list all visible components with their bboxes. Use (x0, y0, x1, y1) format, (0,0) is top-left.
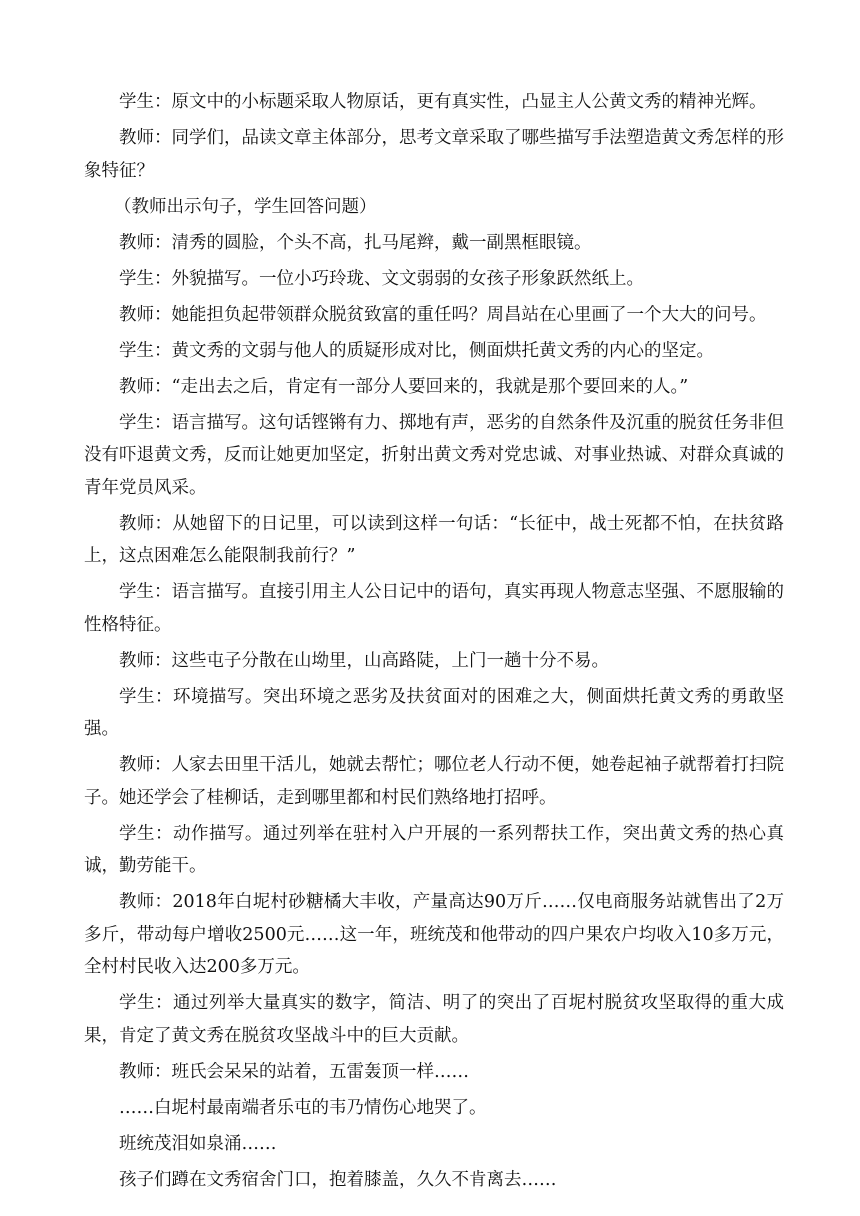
paragraph-21: 孩子们蹲在文秀宿舍门口，抱着膝盖，久久不肯离去…… (119, 1169, 557, 1190)
paragraph-8: 教师：“走出去之后，肯定有一部分人要回来的，我就是那个要回来的人。” (119, 376, 689, 397)
paragraph-10: 教师：从她留下的日记里，可以读到这样一句话：“长征中，战士死都不怕，在扶贫路上，这点困难怎么能限制我前行？” (84, 513, 784, 566)
paragraph-20: 班统茂泪如泉涌…… (119, 1133, 277, 1154)
paragraph-19: ……白坭村最南端者乐屯的韦乃情伤心地哭了。 (119, 1097, 487, 1118)
paragraph-11: 学生：语言描写。直接引用主人公日记中的语句，真实再现人物意志坚强、不愿服输的性格特征。 (84, 582, 784, 635)
paragraph-7: 学生：黄文秀的文弱与他人的质疑形成对比，侧面烘托黄文秀的内心的坚定。 (119, 340, 714, 361)
paragraph-17: 学生：通过列举大量真实的数字，简洁、明了的突出了百坭村脱贫攻坚取得的重大成果，肯定了黄文秀在脱贫攻坚战斗中的巨大贡献。 (84, 993, 784, 1046)
paragraph-5: 学生：外貌描写。一位小巧玲珑、文文弱弱的女孩子形象跃然纸上。 (119, 268, 644, 289)
paragraph-18: 教师：班氏会呆呆的站着，五雷轰顶一样…… (119, 1061, 469, 1082)
paragraph-16: 教师：2018年白坭村砂糖橘大丰收，产量高达90万斤……仅电商服务站就售出了2万多斤，带动每户增收2500元……这一年，班统茂和他带动的四户果农户均收入10多万元，全村村民收入达200多万元。 (84, 892, 784, 977)
paragraph-9: 学生：语言描写。这句话铿锵有力、掷地有声，恶劣的自然条件及沉重的脱贫任务非但没有吓退黄文秀，反而让她更加坚定，折射出黄文秀对党忠诚、对事业热诚、对群众真诚的青年党员风采。 (84, 412, 784, 498)
paragraph-4: 教师：清秀的圆脸，个头不高，扎马尾辫，戴一副黑框眼镜。 (119, 232, 592, 253)
paragraph-12: 教师：这些屯子分散在山坳里，山高路陡，上门一趟十分不易。 (119, 650, 609, 671)
paragraph-15: 学生：动作描写。通过列举在驻村入户开展的一系列帮扶工作，突出黄文秀的热心真诚，勤劳能干。 (84, 823, 784, 876)
paragraph-13: 学生：环境描写。突出环境之恶劣及扶贫面对的困难之大，侧面烘托黄文秀的勇敢坚强。 (84, 686, 784, 739)
paragraph-3: （教师出示句子，学生回答问题） (114, 196, 377, 217)
document-body (84, 86, 784, 1200)
paragraph-2: 教师：同学们，品读文章主体部分，思考文章采取了哪些描写手法塑造黄文秀怎样的形象特征？ (84, 128, 784, 181)
paragraph-1: 学生：原文中的小标题采取人物原话，更有真实性，凸显主人公黄文秀的精神光辉。 (119, 92, 767, 112)
paragraph-14: 教师：人家去田里干活儿，她就去帮忙；哪位老人行动不便，她卷起袖子就帮着打扫院子。她还学会了桂柳话，走到哪里都和村民们熟络地打招呼。 (84, 755, 784, 808)
paragraph-6: 教师：她能担负起带领群众脱贫致富的重任吗？周昌站在心里画了一个大大的问号。 (119, 304, 767, 325)
